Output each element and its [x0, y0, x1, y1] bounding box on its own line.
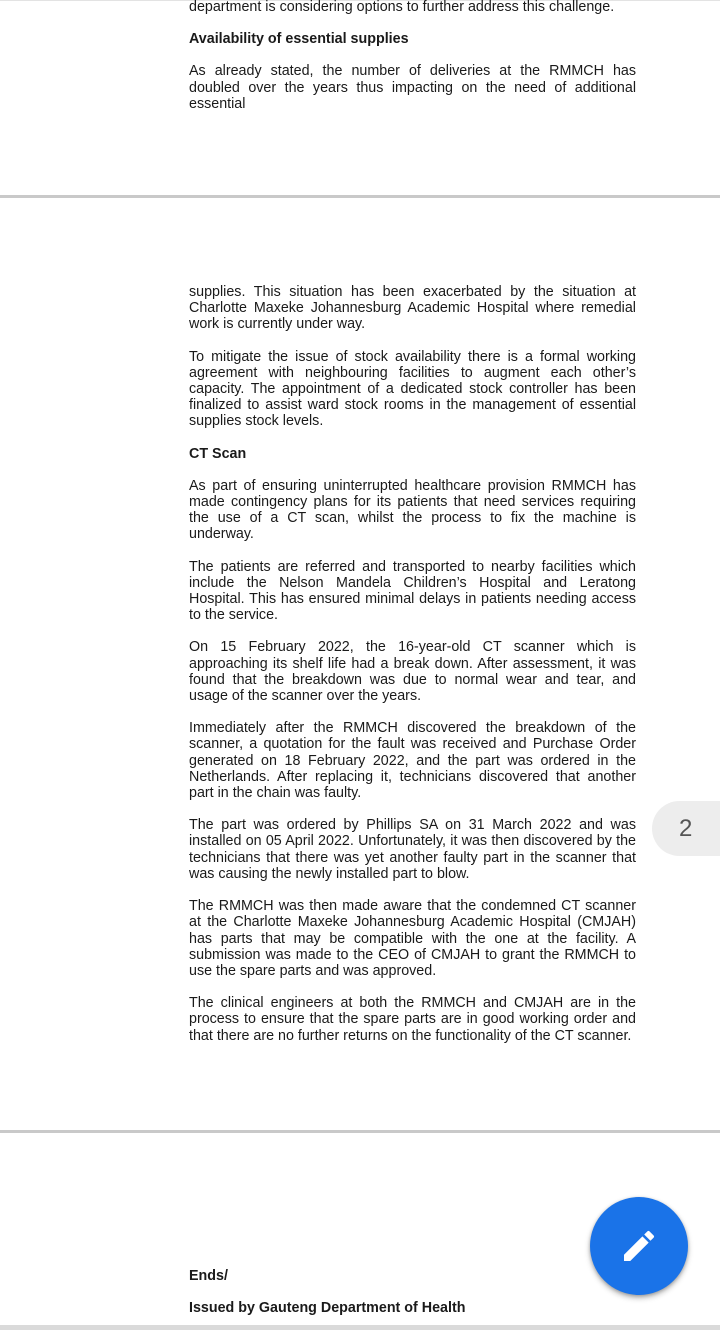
page-number: 2: [679, 814, 693, 842]
paragraph: supplies. This situation has been exacerbated by the situation at Charlotte Maxeke Johannesburg Academic Hospital where remedial work is currently under way.: [189, 284, 636, 333]
page-1-top-line: department is considering options to further address this challenge.: [189, 0, 615, 15]
issued-by-label: Issued by Gauteng Department of Health: [189, 1300, 466, 1317]
page-number-indicator: [652, 801, 720, 856]
section-heading-ct-scan: CT Scan: [189, 445, 247, 462]
edit-button[interactable]: [590, 1197, 688, 1295]
ends-label: Ends/: [189, 1268, 228, 1284]
paragraph: As part of ensuring uninterrupted healthcare provision RMMCH has made contingency plans for its patients that need services requiring the use of a CT scan, whilst the process to fix the machine is underway.: [189, 477, 636, 543]
paragraph: The RMMCH was then made aware that the condemned CT scanner at the Charlotte Maxeke Johannesburg Academic Hospital (CMJAH) has parts that may be compatible with the one at the facility. A submission was made to the CEO of CMJAH to grant the RMMCH to use the spare parts and was approved.: [189, 898, 636, 979]
page-2: [189, 284, 636, 1044]
paragraph: On 15 February 2022, the 16-year-old CT scanner which is approaching its shelf life had a break down. After assessment, it was found that the breakdown was due to normal wear and tear, and usage of the scanner over the years.: [189, 639, 636, 705]
paragraph: The clinical engineers at both the RMMCH and CMJAH are in the process to ensure that the spare parts are in good working order and that there are no further returns on the functionality of the CT scanner.: [189, 995, 636, 1044]
pencil-icon: [619, 1226, 659, 1266]
paragraph: The part was ordered by Phillips SA on 31 March 2022 and was installed on 05 April 2022. Unfortunately, it was then discovered by the technicians that there was yet another faulty part in the scanner that was causing the newly installed part to blow.: [189, 817, 636, 882]
paragraph: The patients are referred and transported to nearby facilities which include the Nelson Mandela Children’s Hospital and Leratong Hospital. This has ensured minimal delays in patients needing access to the service.: [189, 558, 636, 624]
page-break-divider: [0, 1130, 720, 1133]
bottom-edge: [0, 1325, 720, 1330]
page-3-fragment: [189, 1268, 636, 1316]
paragraph: As already stated, the number of deliveries at the RMMCH has doubled over the years thus impacting on the need of additional essential: [189, 63, 636, 112]
paragraph: To mitigate the issue of stock availability there is a formal working agreement with neighbouring facilities to augment each other’s capacity. The appointment of a dedicated stock controller has been finalized to assist ward stock rooms in the management of essential supplies stock levels.: [189, 348, 636, 430]
page-1-fragment: [189, 0, 636, 112]
paragraph: Immediately after the RMMCH discovered the breakdown of the scanner, a quotation for the fault was received and Purchase Order generated on 18 February 2022, and the part was ordered in the Netherlands. After replacing it, technicians discovered that another part in the chain was faulty.: [189, 720, 636, 802]
section-heading-supplies: Availability of essential supplies: [189, 31, 409, 48]
page-break-divider: [0, 195, 720, 198]
